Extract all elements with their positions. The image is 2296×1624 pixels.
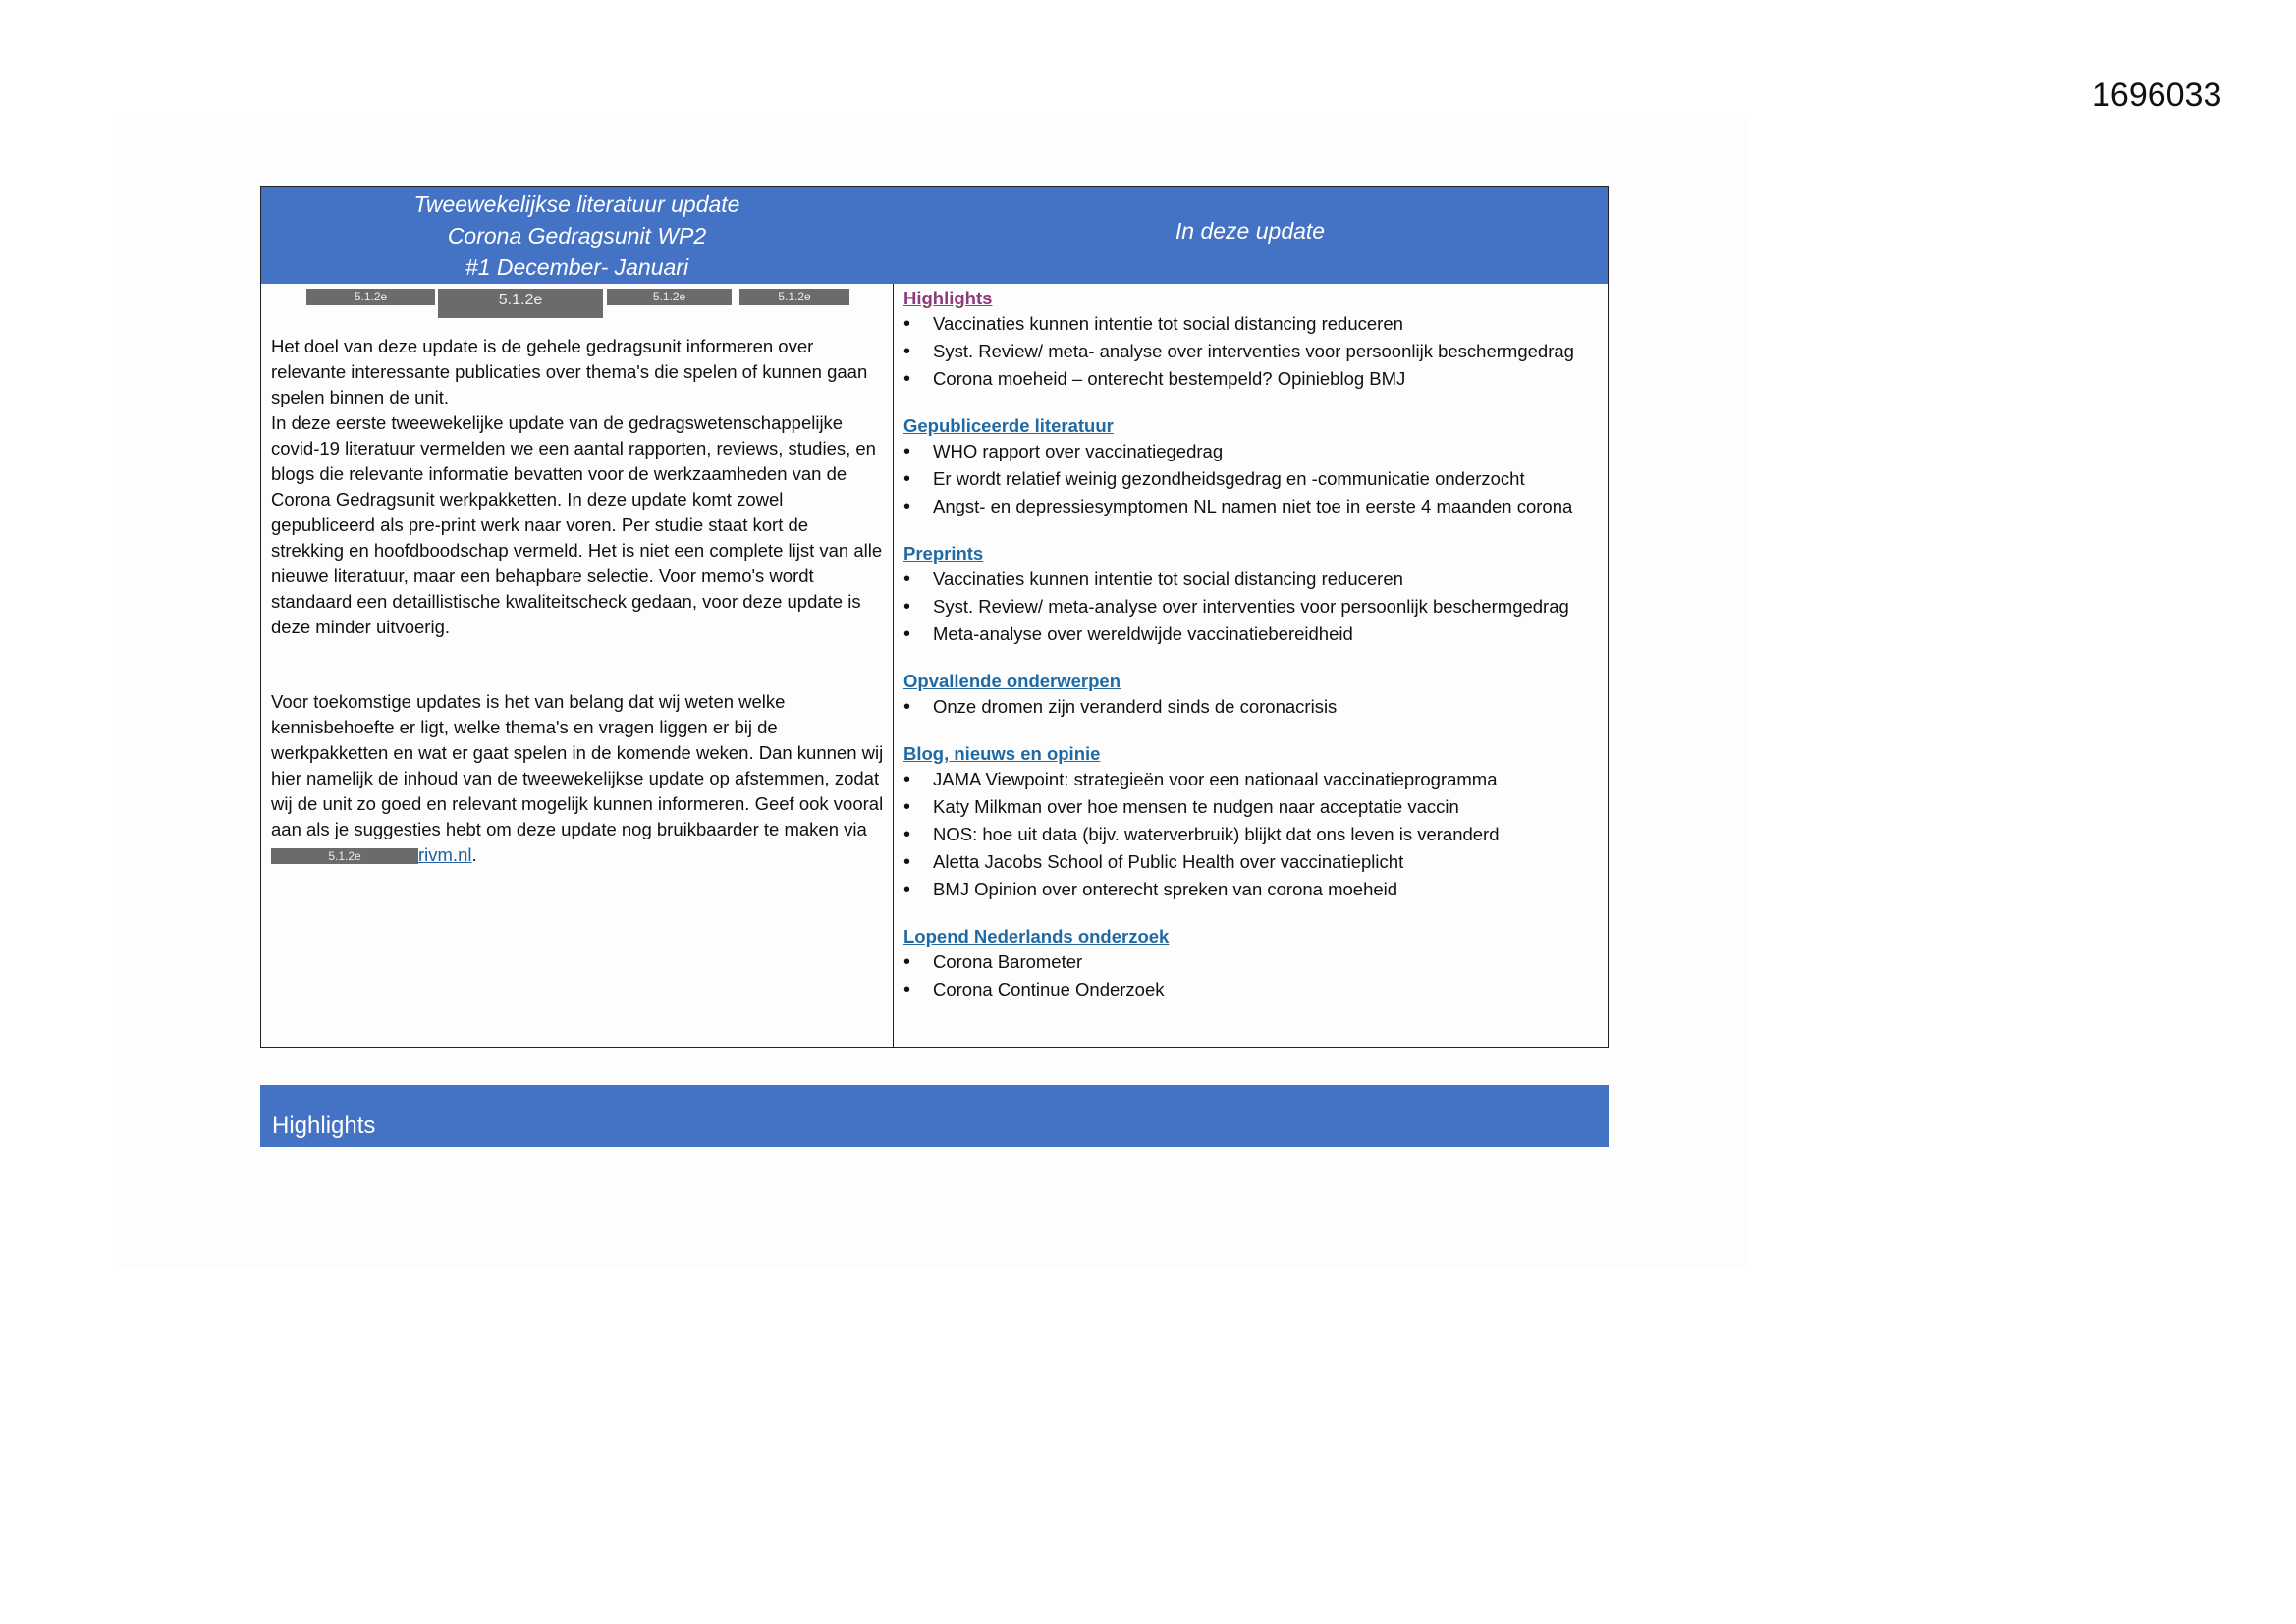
contents-title: In deze update	[1175, 218, 1326, 244]
column-divider	[893, 284, 894, 1047]
list-item: • Syst. Review/ meta- analyse over interventies voor persoonlijk beschermgedrag	[903, 338, 1600, 365]
redaction: 5.1.2e	[607, 289, 732, 305]
contents-section	[903, 923, 1600, 1003]
redaction: 5.1.2e	[739, 289, 849, 305]
list-item: • Corona moeheid – onterecht bestempeld? Opinieblog BMJ	[903, 365, 1600, 393]
section-items	[903, 310, 1600, 393]
section-link[interactable]: Lopend Nederlands onderzoek	[903, 926, 1170, 947]
list-item: • Meta-analyse over wereldwijde vaccinatiebereidheid	[903, 621, 1600, 648]
contents-section	[903, 740, 1600, 903]
list-item: • BMJ Opinion over onterecht spreken van corona moeheid	[903, 876, 1600, 903]
list-item: • Er wordt relatief weinig gezondheidsgedrag en -communicatie onderzocht	[903, 465, 1600, 493]
contents-section	[903, 412, 1600, 520]
intro-text	[271, 334, 885, 868]
list-item: • JAMA Viewpoint: strategieën voor een nationaal vaccinatieprogramma	[903, 766, 1600, 793]
contents-section	[903, 540, 1600, 648]
list-item: • Aletta Jacobs School of Public Health over vaccinatieplicht	[903, 848, 1600, 876]
intro-paragraph: Het doel van deze update is de gehele gedragsunit informeren over relevante interessante publicaties over thema's die spelen of kunnen gaan spelen binnen de unit. In deze eerste tweewekelijke update van de gedragswetenschappelijke covid-19 literatuur vermelden we een aantal rapporten, reviews, studies, en blogs die relevante informatie bevatten voor de werkzaamheden van de Corona Gedragsunit werkpakketten. In deze update komt zowel gepubliceerd als pre-print werk naar voren. Per studie staat kort de strekking en hoofdboodschap vermeld. Het is niet een complete lijst van alle nieuwe literatuur, maar een behapbare selectie. Voor memo's wordt standaard een detaillistische kwaliteitscheck gedaan, voor deze update is deze minder uitvoerig.	[271, 336, 883, 637]
list-item: • Vaccinaties kunnen intentie tot social distancing reduceren	[903, 566, 1600, 593]
list-item: • Angst- en depressiesymptomen NL namen niet toe in eerste 4 maanden corona	[903, 493, 1600, 520]
title-line: Corona Gedragsunit WP2	[447, 223, 707, 248]
table-header	[261, 187, 1608, 284]
section-items	[903, 693, 1600, 721]
section-link[interactable]: Blog, nieuws en opinie	[903, 743, 1101, 764]
email-domain: rivm.nl	[418, 844, 472, 865]
list-item: • Syst. Review/ meta-analyse over interventies voor persoonlijk beschermgedrag	[903, 593, 1600, 621]
list-item: • Katy Milkman over hoe mensen te nudgen naar acceptatie vaccin	[903, 793, 1600, 821]
list-item: • Vaccinaties kunnen intentie tot social distancing reduceren	[903, 310, 1600, 338]
contents-list	[903, 285, 1600, 1023]
section-items	[903, 438, 1600, 520]
section-title: Highlights	[272, 1112, 376, 1139]
redaction: 5.1.2e	[271, 848, 418, 864]
section-items	[903, 948, 1600, 1003]
section-link[interactable]: Preprints	[903, 543, 984, 564]
list-item: • WHO rapport over vaccinatiegedrag	[903, 438, 1600, 465]
overview-table	[260, 186, 1609, 1048]
contents-section	[903, 668, 1600, 721]
list-item: • Onze dromen zijn veranderd sinds de coronacrisis	[903, 693, 1600, 721]
title-line: Tweewekelijkse literatuur update	[413, 191, 740, 217]
highlights-section-header	[260, 1085, 1609, 1147]
section-items	[903, 766, 1600, 903]
list-item: • NOS: hoe uit data (bijv. waterverbruik) blijkt dat ons leven is veranderd	[903, 821, 1600, 848]
list-item: • Corona Barometer	[903, 948, 1600, 976]
document-number: 1696033	[2092, 77, 2222, 114]
redaction: 5.1.2e	[306, 289, 435, 305]
update-title	[261, 189, 893, 283]
contents-section	[903, 285, 1600, 393]
section-items	[903, 566, 1600, 648]
section-link[interactable]: Highlights	[903, 288, 993, 308]
title-line: #1 December- Januari	[465, 254, 689, 280]
intro-paragraph: Voor toekomstige updates is het van belang dat wij weten welke kennisbehoefte er ligt, welke thema's en vragen liggen er bij de werkpakketten en wat er gaat spelen in de komende weken. Dan kunnen wij hier namelijk de inhoud van de tweewekelijkse update op afstemmen, zodat wij de unit zo goed en relevant mogelijk kunnen informeren. Geef ook vooral aan als je suggesties hebt om deze update nog bruikbaarder te maken via	[271, 691, 884, 839]
list-item: • Corona Continue Onderzoek	[903, 976, 1600, 1003]
section-link[interactable]: Opvallende onderwerpen	[903, 671, 1121, 691]
redaction: 5.1.2e	[438, 289, 603, 318]
section-link[interactable]: Gepubliceerde literatuur	[903, 415, 1114, 436]
punctuation: .	[471, 844, 477, 865]
email-link[interactable]	[271, 844, 471, 865]
